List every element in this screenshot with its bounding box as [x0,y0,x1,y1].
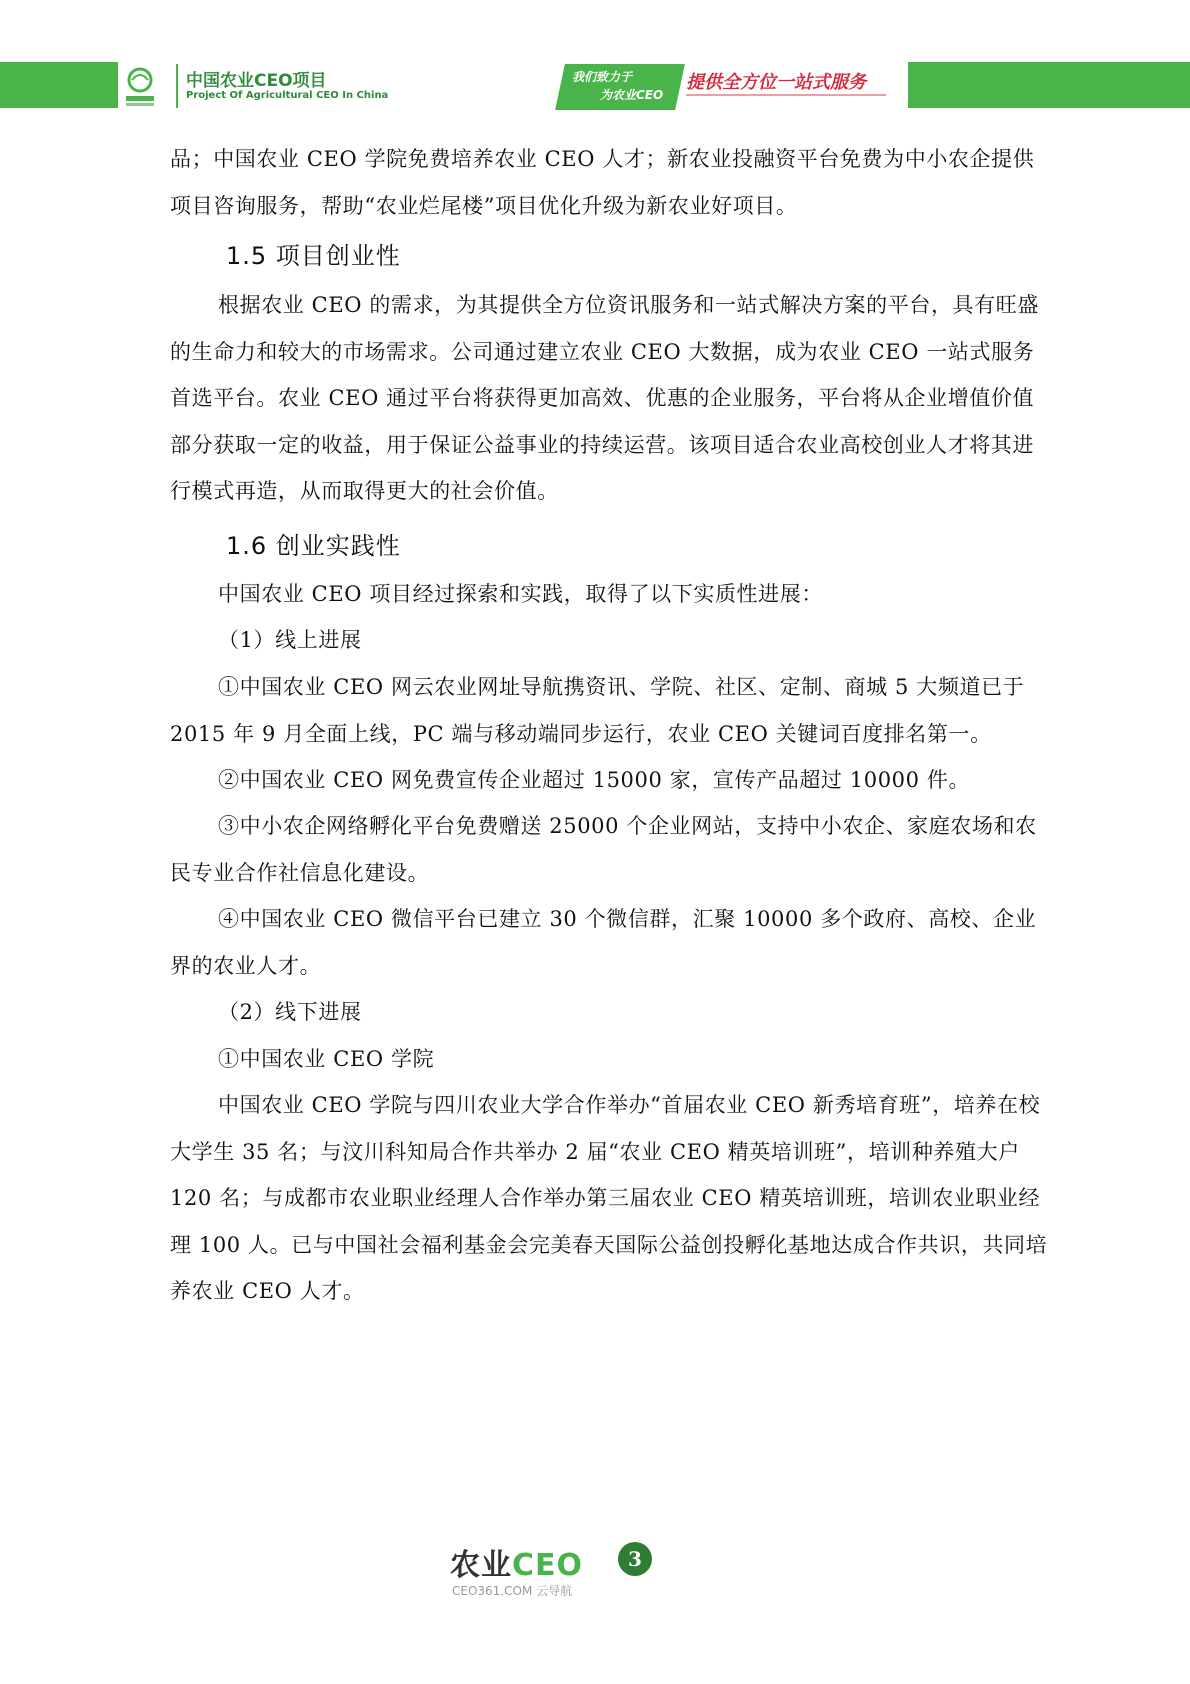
slogan-underline-decor [686,92,886,98]
header-brand-cn: 中国农业CEO项目 [186,71,327,91]
section-1-5-paragraph: 根据农业 CEO 的需求，为其提供全方位资讯服务和一站式解决方案的平台，具有旺盛的生命力和较大的市场需求。公司通过建立农业 CEO 大数据，成为农业 CEO 一站式服务首选平台。农业 CEO 通过平台将获得更加高效、优惠的企业服务，平台将从企业增值价值部分获取一定的收益，用于保证公益事业的持续运营。该项目适合农业高校创业人才将其进行模式再造，从而取得更大的社会价值。 [170,293,1039,503]
section-1-6-intro: 中国农业 CEO 项目经过探索和实践，取得了以下实质性进展： [218,582,823,606]
footer-url: CEO361.COM 云导航 [452,1584,573,1598]
online-item-4: ④中国农业 CEO 微信平台已建立 30 个微信群，汇聚 10000 多个政府、高校、企业界的农业人才。 [170,907,1037,978]
slogan-line-2: 为农业CEO [600,88,664,102]
page-number: 3 [618,1542,652,1576]
slogan-line-1: 我们致力于 [572,70,633,84]
header-divider [176,64,178,108]
online-progress-heading: （1）线上进展 [218,628,362,652]
header-green-strip-right [908,62,1190,108]
header-brand-en: Project Of Agricultural CEO In China [186,90,389,101]
footer-brand-prefix: 农业 [450,1548,512,1583]
online-item-3: ③中小农企网络孵化平台免费赠送 25000 个企业网站，支持中小农企、家庭农场和农民专业合作社信息化建设。 [170,814,1037,885]
section-heading-1-5: 1.5 项目创业性 [226,242,401,270]
section-heading-1-6: 1.6 创业实践性 [226,532,401,560]
footer-brand [450,1540,583,1584]
footer-brand-ceo: CEO [512,1548,584,1583]
offline-item-1-heading: ①中国农业 CEO 学院 [218,1047,435,1071]
logo-icon [120,64,160,108]
offline-progress-heading: （2）线下进展 [218,1000,362,1024]
online-item-2: ②中国农业 CEO 网免费宣传企业超过 15000 家，宣传产品超过 10000 件。 [218,768,971,792]
intro-paragraph: 品；中国农业 CEO 学院免费培养农业 CEO 人才；新农业投融资平台免费为中小农企提供项目咨询服务，帮助“农业烂尾楼”项目优化升级为新农业好项目。 [170,147,1035,218]
header-green-strip-left [0,62,118,108]
slogan-main: 提供全方位一站式服务 [686,72,866,93]
online-item-1: ①中国农业 CEO 网云农业网址导航携资讯、学院、社区、定制、商城 5 大频道已于 2015 年 9 月全面上线，PC 端与移动端同步运行，农业 CEO 关键词百度排名第一。 [170,675,1025,746]
offline-item-1-paragraph: 中国农业 CEO 学院与四川农业大学合作举办“首届农业 CEO 新秀培育班”，培养在校大学生 35 名；与汶川科知局合作共举办 2 届“农业 CEO 精英培训班”，培训种养殖大户 120 名；与成都市农业职业经理人合作举办第三届农业 CEO 精英培训班，培训农业职业经理 100 人。已与中国社会福利基金会完美春天国际公益创投孵化基地达成合作共识，共同培养农业 CEO 人才。 [170,1093,1048,1303]
